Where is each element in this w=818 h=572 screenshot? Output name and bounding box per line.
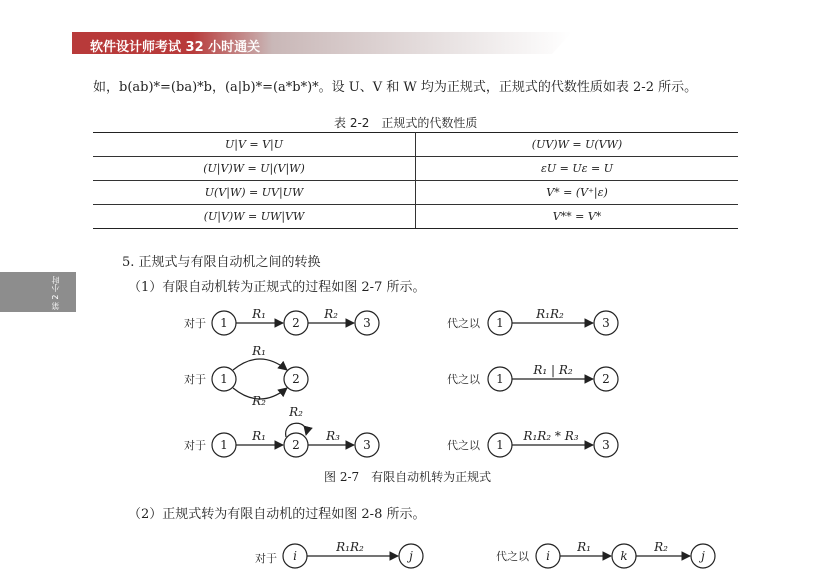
item-1-text: （1）有限自动机转为正规式的过程如图 2-7 所示。: [128, 280, 426, 295]
table-cell: εU = Uε = U: [416, 157, 739, 181]
row2-right-label: 代之以: [447, 373, 480, 386]
table-caption: 表 2-2 正规式的代数性质: [334, 116, 478, 130]
row3-right-label: 代之以: [447, 439, 480, 452]
edge-label: R₂: [324, 307, 338, 321]
chapter-side-tab-label: 第 2 小时: [51, 276, 60, 311]
node-label: 2: [292, 372, 300, 386]
node-label: 2: [292, 316, 300, 330]
table-cell: V** = V*: [416, 205, 739, 229]
edge-label: R₁R₂ * R₃: [523, 429, 579, 443]
node-label: 3: [602, 316, 610, 330]
node-label: 1: [220, 316, 228, 330]
node-label: 1: [496, 316, 504, 330]
row1-left-label: 对于: [184, 317, 206, 330]
table-cell: U|V = V|U: [93, 133, 416, 157]
row3-left-label: 对于: [184, 439, 206, 452]
node-label: 3: [363, 438, 371, 452]
edge-label: R₂: [654, 540, 668, 554]
node-label: i: [293, 549, 297, 563]
edge-label: R₂: [252, 394, 266, 408]
node-label: 1: [220, 438, 228, 452]
table-cell: V* = (V⁺|ε): [416, 181, 739, 205]
edge-label: R₁R₂: [336, 540, 364, 554]
intro-paragraph: 如，b(ab)*=(ba)*b，(a|b)*=(a*b*)*。设 U、V 和 W 均为正规式，正规式的代数性质如表 2-2 所示。: [93, 80, 698, 95]
node-label: i: [546, 549, 550, 563]
node-label: k: [620, 549, 628, 563]
node-label: 1: [220, 372, 228, 386]
node-label: 1: [496, 372, 504, 386]
node-label: 2: [292, 438, 300, 452]
table-cell: U(V|W) = UV|UW: [93, 181, 416, 205]
edge-label: R₁ | R₂: [533, 363, 573, 377]
header-title: 软件设计师考试 32 小时通关: [90, 40, 261, 55]
fig28-right-label: 代之以: [496, 550, 529, 563]
transition-arrow: [233, 359, 287, 370]
section-5-heading: 5. 正规式与有限自动机之间的转换: [122, 255, 321, 270]
row1-right-label: 代之以: [447, 317, 480, 330]
table-cell: (UV)W = U(VW): [416, 133, 739, 157]
edge-label: R₁: [252, 429, 266, 443]
edge-label: R₁: [577, 540, 591, 554]
edge-label: R₂: [289, 405, 303, 419]
node-label: 3: [363, 316, 371, 330]
fig28-left-label: 对于: [255, 552, 277, 565]
node-label: j: [409, 549, 413, 563]
node-label: 1: [496, 438, 504, 452]
node-label: j: [701, 549, 705, 563]
edge-label: R₁: [252, 344, 266, 358]
row2-left-label: 对于: [184, 373, 206, 386]
item-2-text: （2）正规式转为有限自动机的过程如图 2-8 所示。: [128, 507, 426, 522]
edge-label: R₃: [326, 429, 340, 443]
edge-label: R₁R₂: [536, 307, 564, 321]
edge-label: R₁: [252, 307, 266, 321]
node-label: 3: [602, 438, 610, 452]
figure-2-7-caption: 图 2-7 有限自动机转为正规式: [324, 470, 492, 484]
node-label: 2: [602, 372, 610, 386]
table-cell: (U|V)W = U|(V|W): [93, 157, 416, 181]
table-cell: (U|V)W = UW|VW: [93, 205, 416, 229]
